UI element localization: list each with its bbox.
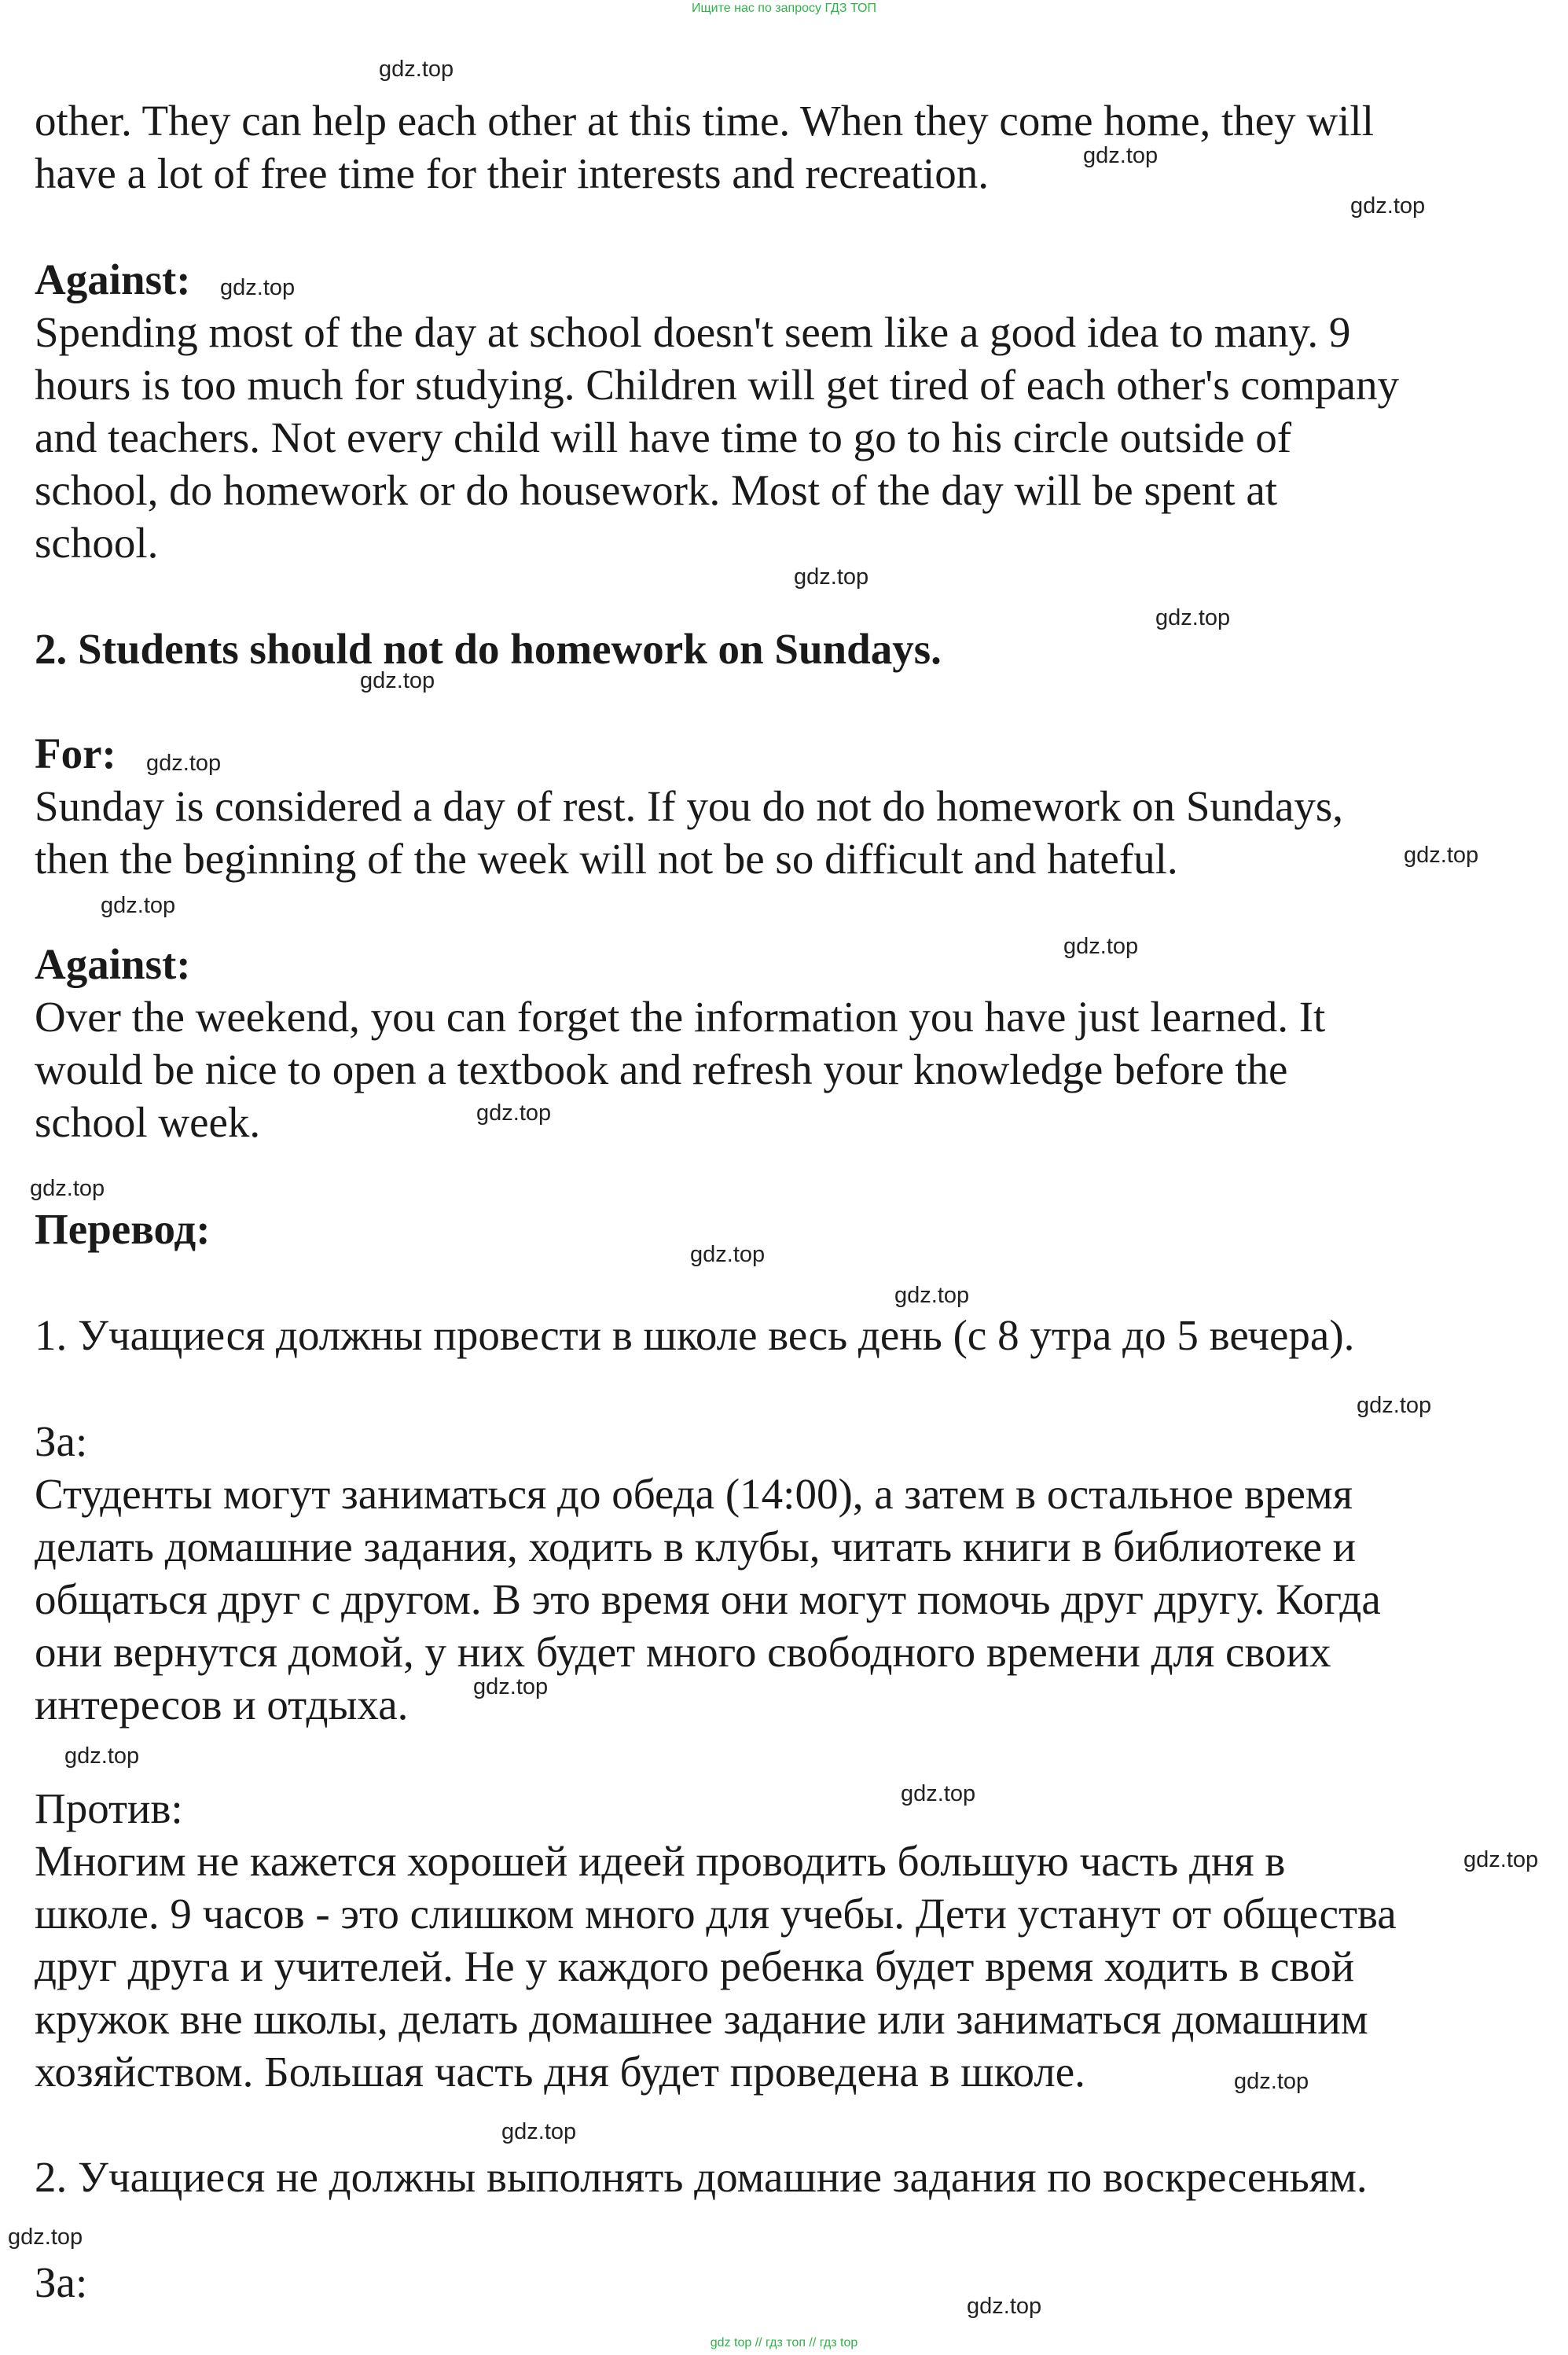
against-line: and teachers. Not every child will have time to go to his circle outside of (35, 413, 1292, 461)
watermark-label: gdz.top (501, 2119, 577, 2144)
against-line: school, do homework or do housework. Most of the day will be spent at (35, 466, 1278, 514)
watermark-label: gdz.top (1234, 2069, 1309, 2094)
against-heading: Against: (35, 940, 191, 988)
translation-against-heading: Против: (35, 1784, 183, 1832)
translation-for-line: интересов и отдыха. (35, 1681, 409, 1729)
watermark-label: gdz.top (794, 564, 869, 590)
watermark-label: gdz.top (1404, 843, 1479, 868)
against-line: school week. (35, 1098, 261, 1146)
watermark-label: gdz.top (8, 2225, 83, 2250)
for-heading: For: (35, 729, 116, 777)
watermark-label: gdz.top (1350, 193, 1426, 219)
translation-topic: 2. Учащиеся не должны выполнять домашние задания по воскресеньям. (35, 2153, 1368, 2201)
watermark-label: gdz.top (690, 1242, 766, 1267)
translation-for-line: общаться друг с другом. В это время они могут помочь друг другу. Когда (35, 1575, 1381, 1623)
watermark-label: gdz.top (64, 1743, 140, 1769)
translation-for-line: Студенты могут заниматься до обеда (14:00), а затем в остальное время (35, 1470, 1353, 1518)
translation-against-line: Многим не кажется хорошей идеей проводить большую часть дня в (35, 1837, 1286, 1885)
watermark-label: gdz.top (1463, 1847, 1539, 1872)
watermark-label: gdz.top (220, 275, 296, 300)
for-line: Sunday is considered a day of rest. If you do not do homework on Sundays, (35, 782, 1344, 830)
intro-line: other. They can help each other at this time. When they come home, they will (35, 97, 1374, 145)
translation-topic: 1. Учащиеся должны провести в школе весь день (с 8 утра до 5 вечера). (35, 1311, 1355, 1359)
watermark-label: gdz.top (476, 1100, 552, 1126)
watermark-label: gdz.top (146, 751, 222, 776)
translation-for-line: делать домашние задания, ходить в клубы, читать книги в библиотеке и (35, 1523, 1357, 1571)
watermark-label: gdz.top (901, 1781, 976, 1806)
watermark-label: gdz.top (379, 57, 454, 82)
translation-heading: Перевод: (35, 1205, 211, 1253)
against-line: would be nice to open a textbook and refresh your knowledge before the (35, 1045, 1288, 1093)
watermark-label: gdz.top (473, 1674, 549, 1699)
watermark-label: gdz.top (101, 893, 176, 918)
topic-heading: 2. Students should not do homework on Sundays. (35, 625, 942, 673)
watermark-label: gdz.top (1357, 1393, 1432, 1418)
translation-against-line: хозяйством. Большая часть дня будет проведена в школе. (35, 2048, 1085, 2096)
translation-for-heading: За: (35, 1417, 88, 1465)
watermark-label: gdz.top (360, 668, 435, 693)
translation-for-line: они вернутся домой, у них будет много свободного времени для своих (35, 1628, 1331, 1676)
intro-line: have a lot of free time for their interests and recreation. (35, 149, 990, 197)
watermark-label: gdz.top (1063, 934, 1139, 959)
against-line: school. (35, 519, 159, 567)
watermark-label: gdz.top (1083, 143, 1159, 168)
watermark-label: gdz.top (967, 2294, 1042, 2319)
watermark-label: gdz.top (1155, 605, 1231, 630)
watermark-label: gdz.top (894, 1283, 970, 1308)
against-line: Spending most of the day at school doesn't seem like a good idea to many. 9 (35, 308, 1351, 356)
against-line: hours is too much for studying. Children will get tired of each other's company (35, 361, 1399, 409)
translation-against-line: кружок вне школы, делать домашнее задание или заниматься домашним (35, 1995, 1368, 2043)
against-line: Over the weekend, you can forget the information you have just learned. It (35, 993, 1326, 1041)
watermark-label: gdz.top (30, 1176, 105, 1201)
against-heading: Against: (35, 255, 191, 303)
translation-against-line: школе. 9 часов - это слишком много для учебы. Дети устанут от общества (35, 1890, 1397, 1938)
for-line: then the beginning of the week will not be so difficult and hateful. (35, 835, 1178, 883)
footer-links[interactable]: gdz top // гдз топ // гдз top (710, 2336, 858, 2349)
top-banner[interactable]: Ищите нас по запросу ГДЗ ТОП (692, 2, 876, 15)
translation-against-line: друг друга и учителей. Не у каждого ребенка будет время ходить в свой (35, 1942, 1355, 1990)
translation-for-heading: За: (35, 2258, 88, 2306)
